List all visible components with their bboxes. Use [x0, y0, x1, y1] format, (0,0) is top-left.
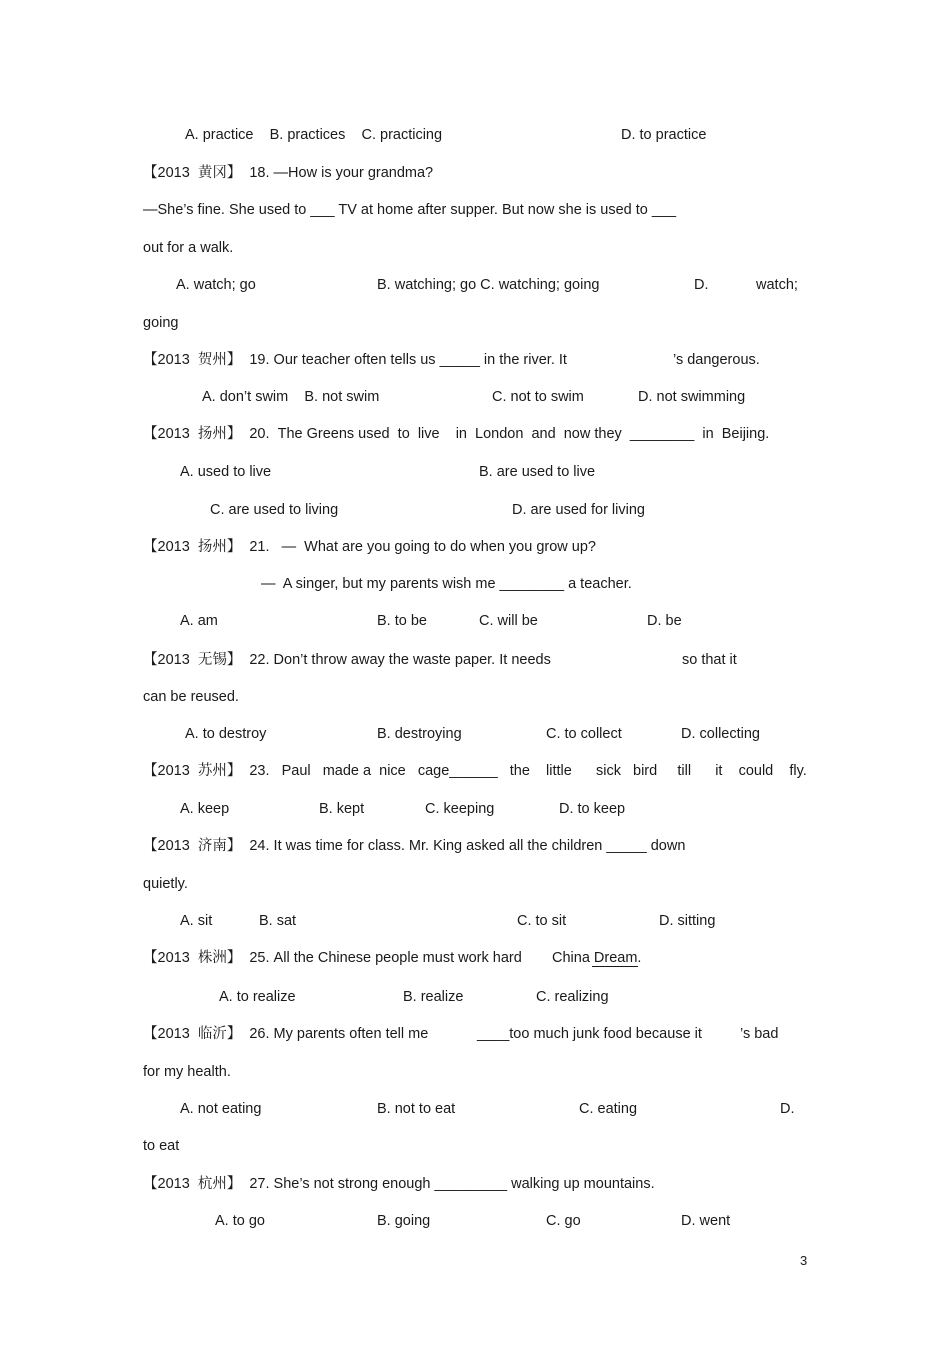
q21-option-b: B. to be: [377, 613, 427, 629]
q26-option-a: A. not eating: [180, 1101, 262, 1117]
q20-option-b: B. are used to live: [479, 464, 596, 480]
q25-option-a: A. to realize: [219, 989, 296, 1005]
q23-option-d: D. to keep: [559, 801, 626, 817]
q26-stem-blank: ____too much junk food because it: [477, 1026, 702, 1042]
q21-answer-line: — A singer, but my parents wish me ________ a teacher.: [261, 576, 632, 592]
q21-option-c: C. will be: [479, 613, 538, 629]
q26-stem-end: ’s bad: [740, 1026, 779, 1042]
q21-option-a: A. am: [180, 613, 218, 629]
q23-option-c: C. keeping: [425, 801, 495, 817]
q21-stem: 【2013 扬州】 21. — What are you going to do when you grow up?: [143, 539, 596, 555]
q23-stem: 【2013 苏州】 23. Paul made a nice cage______ the little sick bird till it could fly.: [143, 763, 807, 779]
q24-option-d: D. sitting: [659, 913, 716, 929]
q20-option-c: C. are used to living: [210, 502, 339, 518]
q25-stem-cont: China Dream.: [552, 950, 642, 966]
q24-stem-cont: quietly.: [143, 876, 188, 892]
q27-option-d: D. went: [681, 1213, 731, 1229]
q18-option-d-cont: going: [143, 315, 179, 331]
q19-options-a-b: A. don’t swim B. not swim: [202, 389, 380, 405]
q24-option-b: B. sat: [259, 913, 297, 929]
q21-option-d: D. be: [647, 613, 682, 629]
q18-dialogue-cont: out for a walk.: [143, 240, 234, 256]
q26-option-d-label: D.: [780, 1101, 795, 1117]
q25-option-b: B. realize: [403, 989, 464, 1005]
q22-stem: 【2013 无锡】 22. Don’t throw away the waste paper. It needs: [143, 652, 551, 668]
q19-stem-cont: ’s dangerous.: [673, 352, 760, 368]
q27-option-c: C. go: [546, 1213, 581, 1229]
q22-option-c: C. to collect: [546, 726, 622, 742]
q26-option-d-text: to eat: [143, 1138, 180, 1154]
q22-option-b: B. destroying: [377, 726, 462, 742]
q26-stem: 【2013 临沂】 26. My parents often tell me: [143, 1026, 429, 1042]
q22-stem-cont: so that it: [682, 652, 737, 668]
q22-stem-end: can be reused.: [143, 689, 239, 705]
q17-options-a-c: A. practice B. practices C. practicing: [185, 127, 443, 143]
q24-stem: 【2013 济南】 24. It was time for class. Mr. King asked all the children _____ down: [143, 838, 686, 854]
q25-blank-underline: [592, 966, 638, 967]
q18-option-d-label: D.: [694, 277, 709, 293]
q22-option-d: D. collecting: [681, 726, 760, 742]
q22-option-a: A. to destroy: [185, 726, 267, 742]
q19-option-d: D. not swimming: [638, 389, 746, 405]
q23-option-b: B. kept: [319, 801, 365, 817]
q26-stem-cont: for my health.: [143, 1064, 231, 1080]
q26-option-b: B. not to eat: [377, 1101, 456, 1117]
q18-options-b-c: B. watching; go C. watching; going: [377, 277, 600, 293]
q20-option-a: A. used to live: [180, 464, 272, 480]
q18-option-a: A. watch; go: [176, 277, 256, 293]
q20-stem: 【2013 扬州】 20. The Greens used to live in London and now they ________ in Beijing.: [143, 426, 770, 442]
q17-option-d: D. to practice: [621, 127, 707, 143]
q23-option-a: A. keep: [180, 801, 230, 817]
q18-dialogue: —She’s fine. She used to ___ TV at home after supper. But now she is used to ___: [143, 202, 677, 218]
q19-stem: 【2013 贺州】 19. Our teacher often tells us _____ in the river. It: [143, 352, 567, 368]
q25-stem: 【2013 株洲】 25. All the Chinese people must work hard: [143, 950, 522, 966]
q20-option-d: D. are used for living: [512, 502, 645, 518]
q27-option-a: A. to go: [215, 1213, 265, 1229]
q24-option-a: A. sit: [180, 913, 213, 929]
q27-option-b: B. going: [377, 1213, 431, 1229]
q27-stem: 【2013 杭州】 27. She’s not strong enough _________ walking up mountains.: [143, 1176, 655, 1192]
q18-stem: 【2013 黄冈】 18. —How is your grandma?: [143, 165, 434, 181]
page-number: 3: [800, 1253, 808, 1268]
q26-option-c: C. eating: [579, 1101, 638, 1117]
q19-option-c: C. not to swim: [492, 389, 584, 405]
q18-option-d-text: watch;: [756, 277, 798, 293]
q25-option-c: C. realizing: [536, 989, 609, 1005]
q24-option-c: C. to sit: [517, 913, 567, 929]
